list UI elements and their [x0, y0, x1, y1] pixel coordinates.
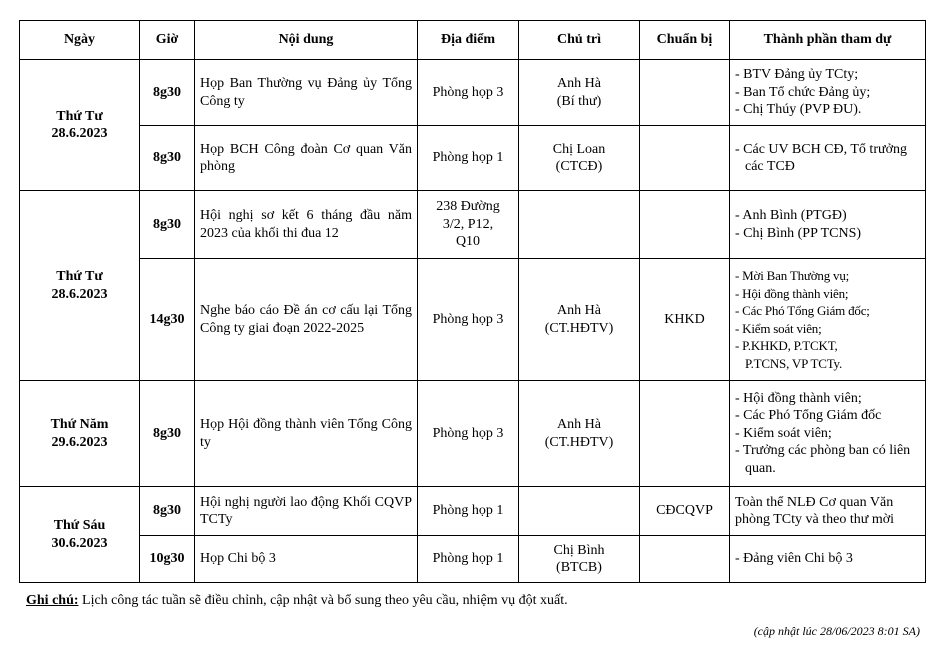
day-cell: Thứ Năm 29.6.2023 — [20, 381, 140, 487]
prep-cell: CĐCQVP — [640, 487, 730, 536]
time-cell: 8g30 — [140, 381, 195, 487]
location-cell: 238 Đường 3/2, P12, Q10 — [418, 191, 519, 259]
header-content: Nội dung — [195, 21, 418, 60]
table-row — [20, 381, 926, 487]
chair-cell: Anh Hà (CT.HĐTV) — [519, 381, 640, 487]
attendees-cell: - Anh Bình (PTGĐ) - Chị Bình (PP TCNS) — [730, 191, 926, 259]
footnote — [26, 593, 568, 609]
time-cell: 14g30 — [140, 259, 195, 381]
table-row — [20, 536, 926, 583]
location-cell: Phòng họp 3 — [418, 381, 519, 487]
location-cell: Phòng họp 1 — [418, 126, 519, 191]
time-cell: 8g30 — [140, 126, 195, 191]
table-row — [20, 191, 926, 259]
day-cell: Thứ Tư 28.6.2023 — [20, 191, 140, 381]
time-cell: 8g30 — [140, 60, 195, 126]
content-cell: Hội nghị sơ kết 6 tháng đầu năm 2023 của khối thi đua 12 — [195, 191, 418, 259]
footnote-text: Lịch công tác tuần sẽ điều chỉnh, cập nhật và bổ sung theo yêu cầu, nhiệm vụ đột xuất. — [78, 593, 568, 608]
chair-cell: Anh Hà (Bí thư) — [519, 60, 640, 126]
attendees-cell: - BTV Đảng ủy TCty; - Ban Tổ chức Đảng ủy; - Chị Thúy (PVP ĐU). — [730, 60, 926, 126]
chair-cell: Chị Bình (BTCB) — [519, 536, 640, 583]
prep-cell — [640, 381, 730, 487]
table-row — [20, 487, 926, 536]
header-chair: Chủ trì — [519, 21, 640, 60]
chair-cell — [519, 487, 640, 536]
location-cell: Phòng họp 3 — [418, 259, 519, 381]
prep-cell — [640, 60, 730, 126]
time-cell: 8g30 — [140, 191, 195, 259]
chair-cell — [519, 191, 640, 259]
day-cell: Thứ Sáu 30.6.2023 — [20, 487, 140, 583]
location-cell: Phòng họp 3 — [418, 60, 519, 126]
location-cell: Phòng họp 1 — [418, 487, 519, 536]
content-cell: Họp Hội đồng thành viên Tổng Công ty — [195, 381, 418, 487]
content-cell: Họp BCH Công đoàn Cơ quan Văn phòng — [195, 126, 418, 191]
time-cell: 10g30 — [140, 536, 195, 583]
chair-cell: Anh Hà (CT.HĐTV) — [519, 259, 640, 381]
location-cell: Phòng họp 1 — [418, 536, 519, 583]
attendees-cell: Toàn thể NLĐ Cơ quan Văn phòng TCty và theo thư mời — [730, 487, 926, 536]
prep-cell — [640, 191, 730, 259]
prep-cell: KHKD — [640, 259, 730, 381]
header-day: Ngày — [20, 21, 140, 60]
content-cell: Họp Chi bộ 3 — [195, 536, 418, 583]
chair-cell: Chị Loan (CTCĐ) — [519, 126, 640, 191]
attendees-cell: - Mời Ban Thường vụ; - Hội đồng thành viên; - Các Phó Tổng Giám đốc; - Kiểm soát viên; - P.KHKD, P.TCKT, P.TCNS, VP TCTy. — [730, 259, 926, 381]
prep-cell — [640, 536, 730, 583]
header-prep: Chuẩn bị — [640, 21, 730, 60]
schedule-table — [19, 20, 926, 583]
content-cell: Họp Ban Thường vụ Đảng ủy Tổng Công ty — [195, 60, 418, 126]
table-row — [20, 259, 926, 381]
content-cell: Nghe báo cáo Đề án cơ cấu lại Tổng Công ty giai đoạn 2022-2025 — [195, 259, 418, 381]
attendees-cell: - Hội đồng thành viên; - Các Phó Tổng Giám đốc - Kiểm soát viên; - Trưởng các phòng ban có liên quan. — [730, 381, 926, 487]
attendees-cell: - Đảng viên Chi bộ 3 — [730, 536, 926, 583]
attendees-cell: - Các UV BCH CĐ, Tổ trưởng các TCĐ — [730, 126, 926, 191]
prep-cell — [640, 126, 730, 191]
header-attendees: Thành phần tham dự — [730, 21, 926, 60]
header-row — [20, 21, 926, 60]
table-row — [20, 60, 926, 126]
table-row — [20, 126, 926, 191]
day-cell: Thứ Tư 28.6.2023 — [20, 60, 140, 191]
footnote-label: Ghi chú: — [26, 593, 79, 608]
time-cell: 8g30 — [140, 487, 195, 536]
updated-timestamp: (cập nhật lúc 28/06/2023 8:01 SA) — [753, 624, 920, 638]
header-time: Giờ — [140, 21, 195, 60]
header-location: Địa điểm — [418, 21, 519, 60]
content-cell: Hội nghị người lao động Khối CQVP TCTy — [195, 487, 418, 536]
